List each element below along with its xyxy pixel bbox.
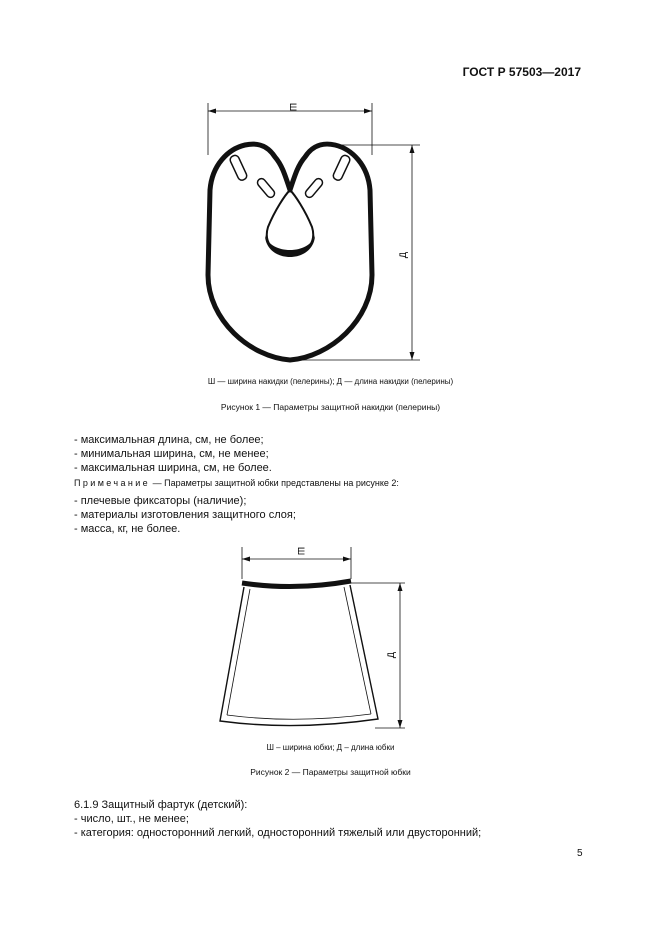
list-item: - категория: односторонний легкий, односторонний тяжелый или двусторонний;: [74, 827, 482, 839]
cape-slot-right-upper: [332, 154, 351, 181]
list-skirt-params: [74, 494, 296, 536]
skirt-outline: [220, 585, 378, 726]
list-item: - минимальная ширина, см, не менее;: [74, 448, 269, 460]
note-label: Примечание: [74, 478, 151, 488]
section-heading: 6.1.9 Защитный фартук (детский):: [74, 799, 248, 811]
cape-collar-band: [265, 235, 315, 257]
cape-slot-right-lower: [304, 177, 324, 199]
skirt-inner-left-edge: [227, 589, 250, 715]
list-item: - максимальная ширина, см, не более.: [74, 462, 272, 474]
skirt-inner-right-edge: [344, 587, 371, 714]
standard-number: ГОСТ Р 57503—2017: [462, 65, 581, 79]
width-label: Ш: [288, 102, 298, 112]
list-item: - число, шт., не менее;: [74, 813, 189, 825]
list-item: - материалы изготовления защитного слоя;: [74, 509, 296, 521]
figure1-cape-drawing: [190, 95, 430, 370]
cape-slot-left-lower: [256, 177, 276, 199]
section-6-1-9: [74, 798, 481, 840]
width-label: Ш: [296, 546, 306, 556]
figure1-caption: Рисунок 1 — Параметры защитной накидки (пелерины): [220, 402, 441, 412]
figure2-skirt-drawing: [210, 543, 410, 738]
list-item: - масса, кг, не более.: [74, 523, 181, 535]
figure2-legend: Ш – ширина юбки; Д – длина юбки: [266, 743, 395, 752]
list-item: - максимальная длина, см, не более;: [74, 434, 264, 446]
cape-neck-opening: [267, 190, 313, 255]
figure2-caption: Рисунок 2 — Параметры защитной юбки: [250, 767, 411, 777]
length-label: Д: [386, 651, 396, 659]
list-cape-params: [74, 433, 272, 475]
figure1-legend: Ш — ширина накидки (пелерины); Д — длина накидки (пелерины): [207, 377, 454, 386]
skirt-waistband: [242, 581, 351, 587]
skirt-hem-line: [227, 714, 371, 719]
page-number: 5: [577, 848, 583, 859]
list-item: - плечевые фиксаторы (наличие);: [74, 495, 247, 507]
note: [74, 478, 399, 488]
length-label: Д: [398, 251, 408, 259]
note-text: — Параметры защитной юбки представлены на рисунке 2:: [150, 478, 399, 488]
cape-slot-left-upper: [229, 154, 248, 181]
